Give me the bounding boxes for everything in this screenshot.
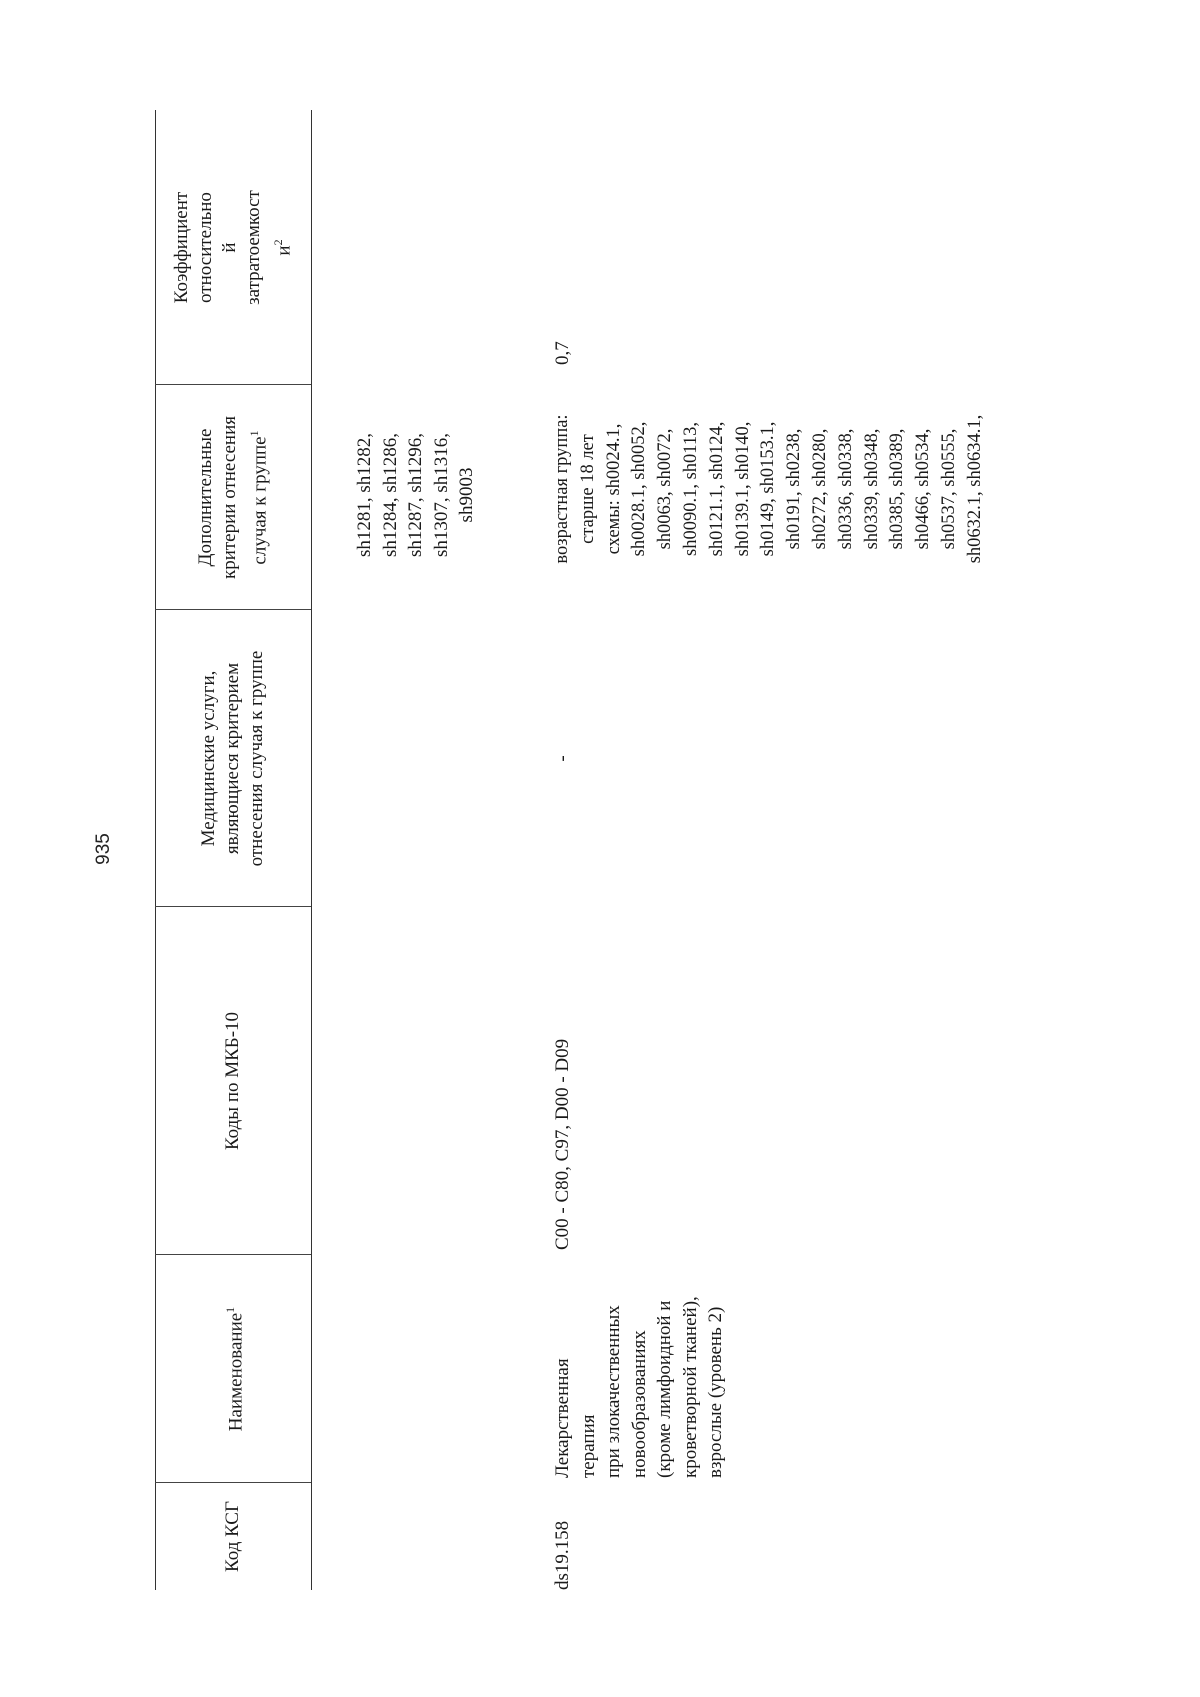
- rotated-table: [155, 110, 1075, 1590]
- header-bottom-rule: [311, 110, 312, 1590]
- continued-criteria: sh1281, sh1282, sh1284, sh1286, sh1287, sh1296, sh1307, sh1316, sh9003: [354, 432, 477, 558]
- header-code: Код КСГ: [222, 1501, 243, 1572]
- header-icd: Коды по МКБ-10: [222, 1011, 243, 1151]
- row-icd: C00 - C80, C97, D00 - D09: [552, 1038, 573, 1250]
- row-code: ds19.158: [552, 1520, 573, 1590]
- header-criteria: Дополнительные критерии отнесения случая к группе$^1$: [194, 415, 271, 580]
- header-coefficient: Коэффициент относительно й затратоемкост $и^2$: [170, 190, 295, 305]
- header-services: Медицинские услуги, являющиеся критерием отнесения случая к группе: [198, 650, 267, 867]
- row-criteria: возрастная группа: старше 18 лет схемы: sh0024.1, sh0028.1, sh0052, sh0063, sh0072, sh0090.1, sh0113, sh0121.1, sh0124, sh0139.1, sh0140, sh0149, sh0153.1, sh0191, sh0238, sh0272, sh0280, sh0336, sh0338, sh0339, sh0348, sh0385, sh0389, sh0466, sh0534, sh0537, sh0555, sh0632.1, sh0634.1,: [552, 414, 985, 564]
- page-number: 935: [92, 833, 114, 865]
- table-header: [155, 110, 311, 1590]
- row-coefficient: 0,7: [552, 341, 573, 365]
- header-name: Наименование$^1$: [222, 1306, 247, 1432]
- row-name: Лекарственная терапия при злокачественных новообразованиях (кроме лимфоидной и кроветворной тканей), взрослые (уровень 2): [552, 1296, 726, 1478]
- row-services: -: [552, 755, 573, 762]
